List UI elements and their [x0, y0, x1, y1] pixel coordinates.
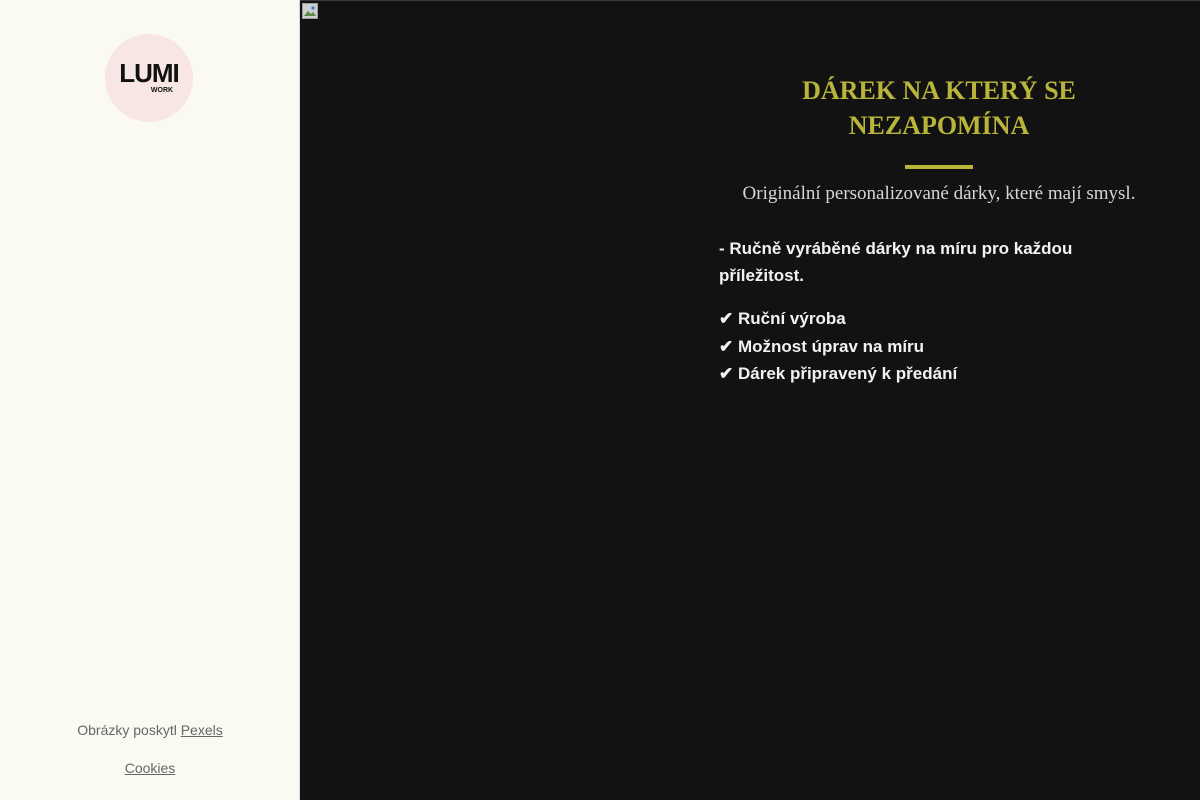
feature-item: ✔ Dárek připravený k předání: [719, 364, 958, 383]
feature-item: ✔ Ruční výroba: [719, 309, 846, 328]
main-panel: [300, 0, 1200, 800]
pexels-link[interactable]: Pexels: [180, 722, 223, 738]
hero-content: [719, 73, 1159, 388]
image-credit-text: Obrázky poskytl: [77, 722, 177, 738]
logo[interactable]: [105, 34, 193, 122]
lumi-work-logo-icon: [115, 58, 183, 98]
lead-text: - Ručně vyráběné dárky na míru pro každou příležitost.: [719, 239, 1073, 285]
cookies-row: [0, 760, 300, 776]
svg-text:LUMI: LUMI: [119, 58, 179, 88]
title-divider: [905, 165, 973, 169]
broken-image-icon: [302, 3, 318, 19]
subtitle: Originální personalizované dárky, které mají smysl.: [742, 183, 1136, 204]
sidebar: [0, 0, 300, 800]
feature-item: ✔ Možnost úprav na míru: [719, 336, 925, 356]
image-credit: [0, 722, 300, 738]
cookies-link[interactable]: Cookies: [124, 760, 176, 776]
feature-list: [719, 305, 1159, 388]
svg-text:WORK: WORK: [150, 87, 174, 94]
page-title: DÁREK NA KTERÝ SE NEZAPOMÍNA: [802, 76, 1076, 140]
